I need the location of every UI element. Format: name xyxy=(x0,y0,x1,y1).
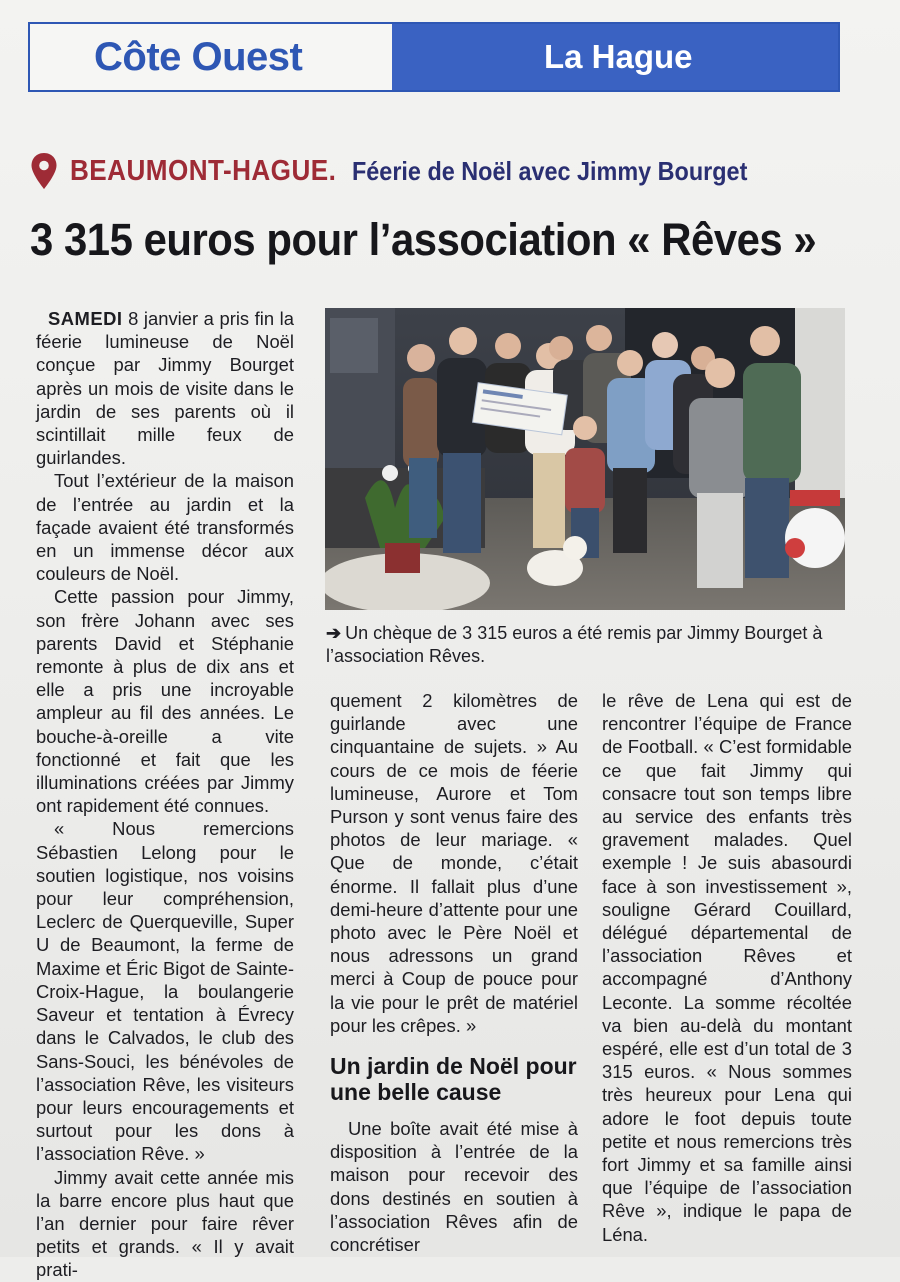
paragraph-6: quement 2 kilomètres de guirlande avec une cinquantaine de sujets. » Au cours de ce mois de féerie lumineuse, Aurore et Tom Purson y sont venus faire des photos de leur mariage. « Que de monde, c’était énorme. Il fallait plus d’une demi-heure d’attente pour une photo avec le Père Noël et nous adressons un grand merci à Coup de pouce pour la vie pour le prêt de matériel pour les crêpes. » xyxy=(330,690,578,1036)
paragraph-1-text: 8 janvier a pris fin la féerie lumineuse de Noël conçue par Jimmy Bourget après un mois de visite dans le jardin de ses parents où il scintillait mille feux de guirlandes. xyxy=(36,308,294,469)
lead-word: SAMEDI xyxy=(48,308,123,329)
section-name: Côte Ouest xyxy=(94,34,303,79)
region-label-box xyxy=(392,24,838,90)
paragraph-5: Jimmy avait cette année mis la barre encore plus haut que l’an dernier pour faire rêver petits et grands. « Il y avait prati- xyxy=(36,1166,294,1281)
article-subheading: Un jardin de Noël pour une belle cause xyxy=(330,1053,577,1106)
section-header xyxy=(28,22,840,92)
paragraph-4: « Nous remercions Sébastien Lelong pour le soutien logistique, nos voisins pour leur compréhension, Leclerc de Querqueville, Super U de Beaumont, la ferme de Maxime et Éric Bigot de Sainte-Croix-Hague, la boulangerie Saveur et tentation à Évrecy dans le Calvados, le club des Sans-Souci, les bénévoles de l’association Rêve, les visiteurs pour leurs encouragements et surtout pour les dons à l’association Rêve. » xyxy=(36,818,294,1165)
paragraph-3: Cette passion pour Jimmy, son frère Johann avec ses parents David et Stéphanie remonte à plus de dix ans et elle a pris une incroyable ampleur au fil des années. Le bouche-à-oreille a vite fonctionné et fait que les illuminations créées par Jimmy ont rapidement été connues. xyxy=(36,586,294,817)
paragraph-8: le rêve de Lena qui est de rencontrer l’équipe de France de Football. « C’est formidable ce que fait Jimmy qui consacre tout son temps libre au service des enfants très gravement malades. Quel exemple ! Je suis abasourdi face à son investissement », souligne Gérard Couillard, délégué départemental de l’association Rêves et accompagné d’Anthony Leconte. La somme récoltée va bien au-delà du montant espéré, elle est d’un total de 3 315 euros. « Nous sommes très heureux pour Lena qui adore le foot depuis toute petite et nous remercions très fort Jimmy et sa famille ainsi que l’équipe de l’association Rêve », indique le papa de Léna. xyxy=(602,690,852,1245)
region-name: La Hague xyxy=(544,38,693,75)
group-photo-illustration xyxy=(325,308,845,610)
article-column-2 xyxy=(330,689,578,1256)
section-label-box xyxy=(30,24,392,90)
article-column-1 xyxy=(36,307,294,1282)
photo-caption xyxy=(326,622,846,668)
paragraph-2: Tout l’extérieur de la maison de l’entrée au jardin et la façade avaient été transformés en un immense décor aux couleurs de Noël. xyxy=(36,470,294,585)
article-kicker xyxy=(30,152,791,190)
arrow-right-icon: ➔ xyxy=(326,623,342,643)
paragraph-7: Une boîte avait été mise à disposition à l’entrée de la maison pour recevoir des dons destinés en soutien à l’association Rêves afin de concrétiser xyxy=(330,1118,578,1256)
kicker-subtitle: Féerie de Noël avec Jimmy Bourget xyxy=(351,155,748,186)
article-column-3 xyxy=(602,689,852,1246)
article-headline: 3 315 euros pour l’association « Rêves » xyxy=(30,214,817,265)
article-photo xyxy=(325,308,845,610)
kicker-place: BEAUMONT-HAGUE. xyxy=(70,154,337,187)
location-pin-icon xyxy=(30,152,58,190)
caption-text: Un chèque de 3 315 euros a été remis par Jimmy Bourget à l’association Rêves. xyxy=(326,623,823,666)
paragraph-1 xyxy=(36,307,294,469)
